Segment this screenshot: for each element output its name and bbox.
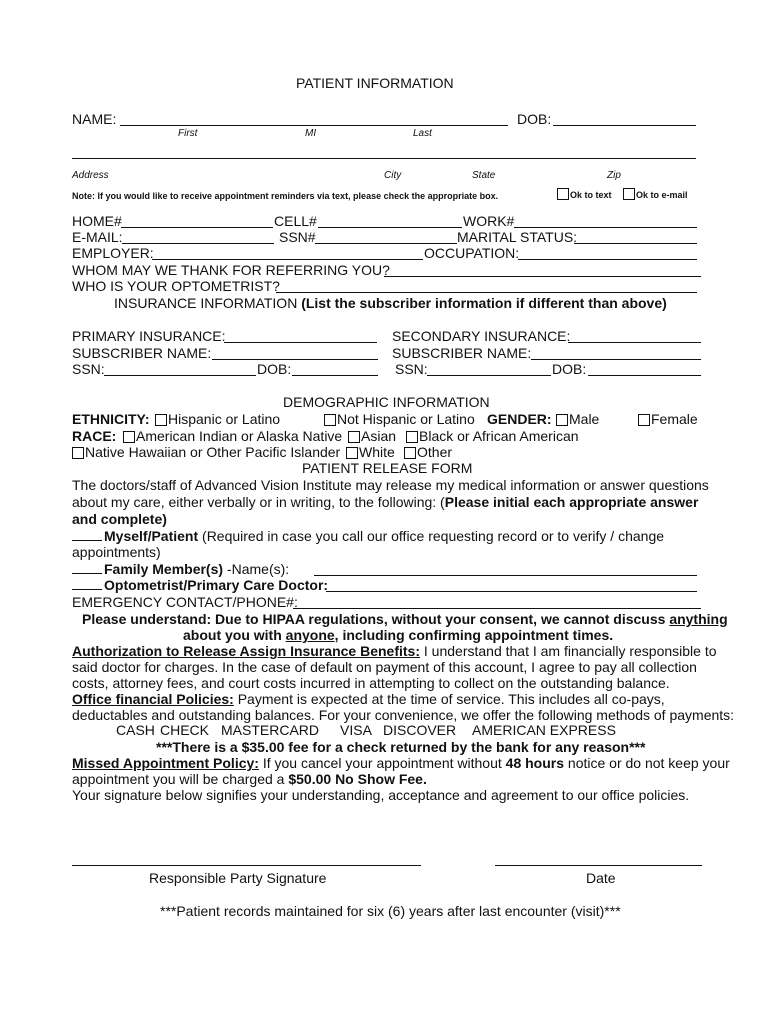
- race-label: RACE:: [72, 428, 117, 444]
- family-row: Family Member(s) -Name(s):: [72, 561, 289, 577]
- myself-row: Myself/Patient (Required in case you call our office requesting record or to verify / change: [72, 528, 664, 544]
- demographic-heading: DEMOGRAPHIC INFORMATION: [283, 394, 490, 410]
- doctor-initial-field[interactable]: [72, 588, 102, 590]
- release-line-2: about my care, either verbally or in writing, to the following: (Please initial each appropriate answer: [72, 494, 699, 510]
- male-option[interactable]: Male: [556, 411, 599, 427]
- email-label: E-MAIL:: [72, 229, 123, 245]
- financial-line-1: Office financial Policies: Payment is expected at the time of service. This includes all co-pays,: [72, 691, 665, 707]
- release-heading: PATIENT RELEASE FORM: [302, 460, 473, 476]
- optometrist-field[interactable]: [276, 292, 697, 293]
- first-sublabel: First: [178, 128, 198, 139]
- signature-label: Responsible Party Signature: [149, 870, 327, 886]
- address-sublabel: Address: [72, 170, 109, 181]
- other-option[interactable]: Other: [404, 444, 452, 460]
- address-field[interactable]: [72, 158, 696, 159]
- cell-field[interactable]: [318, 227, 462, 228]
- american-indian-checkbox[interactable]: [123, 431, 135, 443]
- ok-text-checkbox[interactable]: [557, 188, 569, 200]
- insurance-heading: INSURANCE INFORMATION (List the subscriber information if different than above): [114, 295, 667, 311]
- gender-label: GENDER:: [487, 411, 552, 427]
- work-field[interactable]: [514, 227, 697, 228]
- payment-amex: AMERICAN EXPRESS: [472, 722, 616, 738]
- other-checkbox[interactable]: [404, 447, 416, 459]
- mi-sublabel: MI: [305, 128, 317, 139]
- dob-label: DOB:: [517, 111, 552, 127]
- secondary-ssn-label: SSN:: [395, 361, 428, 377]
- last-sublabel: Last: [413, 128, 432, 139]
- name-label: NAME:: [72, 111, 117, 127]
- male-checkbox[interactable]: [556, 414, 568, 426]
- dob-field[interactable]: [553, 125, 696, 126]
- ethnicity-label: ETHNICITY:: [72, 411, 150, 427]
- secondary-insurance-field[interactable]: [568, 342, 701, 343]
- employer-field[interactable]: [152, 259, 423, 260]
- home-field[interactable]: [121, 227, 273, 228]
- hispanic-option[interactable]: Hispanic or Latino: [155, 411, 280, 427]
- records-footer: ***Patient records maintained for six (6) years after last encounter (visit)***: [160, 903, 621, 919]
- release-line-3: and complete): [72, 511, 167, 527]
- name-field[interactable]: [120, 125, 508, 126]
- emergency-label: EMERGENCY CONTACT/PHONE#:: [72, 594, 298, 610]
- payment-check: CHECK: [160, 722, 210, 738]
- employer-label: EMPLOYER:: [72, 245, 154, 261]
- occupation-label: OCCUPATION:: [424, 245, 520, 261]
- asian-checkbox[interactable]: [348, 431, 360, 443]
- email-field[interactable]: [122, 243, 274, 244]
- hipaa-line-1: Please understand: Due to HIPAA regulations, without your consent, we cannot discuss anything: [82, 611, 728, 627]
- hawaiian-checkbox[interactable]: [72, 447, 84, 459]
- black-option[interactable]: Black or African American: [406, 428, 579, 444]
- payment-mastercard: MASTERCARD: [221, 722, 320, 738]
- marital-label: MARITAL STATUS:: [457, 229, 578, 245]
- home-label: HOME#: [72, 213, 122, 229]
- city-sublabel: City: [384, 170, 402, 181]
- zip-sublabel: Zip: [607, 170, 621, 181]
- doctor-row: Optometrist/Primary Care Doctor:: [72, 577, 328, 593]
- payment-discover: DISCOVER: [383, 722, 457, 738]
- ssn-label: SSN#: [279, 229, 316, 245]
- primary-ssn-label: SSN:: [72, 361, 105, 377]
- emergency-field[interactable]: [293, 608, 701, 609]
- authorization-line-1: Authorization to Release Assign Insurance Benefits: I understand that I am financially responsible to: [72, 643, 717, 659]
- family-names-field[interactable]: [314, 575, 697, 576]
- occupation-field[interactable]: [518, 259, 697, 260]
- not-hispanic-checkbox[interactable]: [324, 414, 336, 426]
- ok-text-option[interactable]: Ok to text: [557, 188, 612, 202]
- secondary-dob-label: DOB:: [552, 361, 587, 377]
- primary-dob-field[interactable]: [292, 375, 378, 376]
- hispanic-checkbox[interactable]: [155, 414, 167, 426]
- hipaa-line-2: about you with anyone, including confirming appointment times.: [183, 627, 614, 643]
- date-field[interactable]: [495, 865, 702, 866]
- ssn-field[interactable]: [315, 243, 457, 244]
- primary-ssn-field[interactable]: [104, 375, 256, 376]
- form-title: PATIENT INFORMATION: [296, 75, 454, 91]
- primary-insurance-label: PRIMARY INSURANCE:: [72, 328, 226, 344]
- marital-field[interactable]: [574, 243, 697, 244]
- work-label: WORK#: [463, 213, 515, 229]
- secondary-insurance-label: SECONDARY INSURANCE:: [392, 328, 571, 344]
- referral-field[interactable]: [384, 276, 701, 277]
- ok-email-checkbox[interactable]: [623, 188, 635, 200]
- signature-field[interactable]: [72, 865, 421, 866]
- secondary-ssn-field[interactable]: [427, 375, 551, 376]
- hawaiian-option[interactable]: Native Hawaiian or Other Pacific Islander: [72, 444, 340, 460]
- authorization-line-2: said doctor for charges. In the case of default on payment of this account, I agree to pay all collection: [72, 659, 697, 675]
- black-checkbox[interactable]: [406, 431, 418, 443]
- myself-note-2: appointments): [72, 544, 161, 560]
- missed-line-2: appointment you will be charged a $50.00 No Show Fee.: [72, 771, 427, 787]
- white-checkbox[interactable]: [346, 447, 358, 459]
- family-initial-field[interactable]: [72, 572, 102, 574]
- optometrist-label: WHO IS YOUR OPTOMETRIST?: [72, 278, 280, 294]
- doctor-field[interactable]: [326, 591, 697, 592]
- returned-check-fee: ***There is a $35.00 fee for a check returned by the bank for any reason***: [156, 739, 646, 755]
- american-indian-option[interactable]: American Indian or Alaska Native: [123, 428, 342, 444]
- primary-subscriber-label: SUBSCRIBER NAME:: [72, 345, 212, 361]
- primary-dob-label: DOB:: [257, 361, 292, 377]
- cell-label: CELL#: [274, 213, 317, 229]
- payment-cash: CASH: [116, 722, 155, 738]
- primary-subscriber-field[interactable]: [212, 359, 378, 360]
- financial-line-2: deductables and outstanding balances. For your convenience, we offer the following methods of payments:: [72, 707, 735, 723]
- secondary-subscriber-label: SUBSCRIBER NAME:: [392, 345, 532, 361]
- date-label: Date: [586, 870, 616, 886]
- secondary-subscriber-field[interactable]: [531, 359, 701, 360]
- asian-option[interactable]: Asian: [348, 428, 396, 444]
- ok-email-option[interactable]: Ok to e-mail: [623, 188, 688, 202]
- referral-label: WHOM MAY WE THANK FOR REFERRING YOU?: [72, 262, 390, 278]
- missed-line-3: Your signature below signifies your understanding, acceptance and agreement to our office policies.: [72, 787, 690, 803]
- female-option[interactable]: Female: [638, 411, 698, 427]
- myself-initial-field[interactable]: [72, 539, 102, 541]
- missed-line-1: Missed Appointment Policy: If you cancel your appointment without 48 hours notice or do not keep your: [72, 755, 730, 771]
- state-sublabel: State: [472, 170, 496, 181]
- white-option[interactable]: White: [346, 444, 395, 460]
- release-line-1: The doctors/staff of Advanced Vision Institute may release my medical information or answer questions: [72, 477, 709, 493]
- payment-visa: VISA: [340, 722, 372, 738]
- primary-insurance-field[interactable]: [224, 342, 377, 343]
- not-hispanic-option[interactable]: Not Hispanic or Latino: [324, 411, 475, 427]
- authorization-line-3: costs, attorney fees, and court costs incurred in attempting to collect on the outstanding balance.: [72, 675, 670, 691]
- secondary-dob-field[interactable]: [588, 375, 701, 376]
- reminder-note: Note: If you would like to receive appointment reminders via text, please check the appropriate box.: [72, 191, 499, 201]
- female-checkbox[interactable]: [638, 414, 650, 426]
